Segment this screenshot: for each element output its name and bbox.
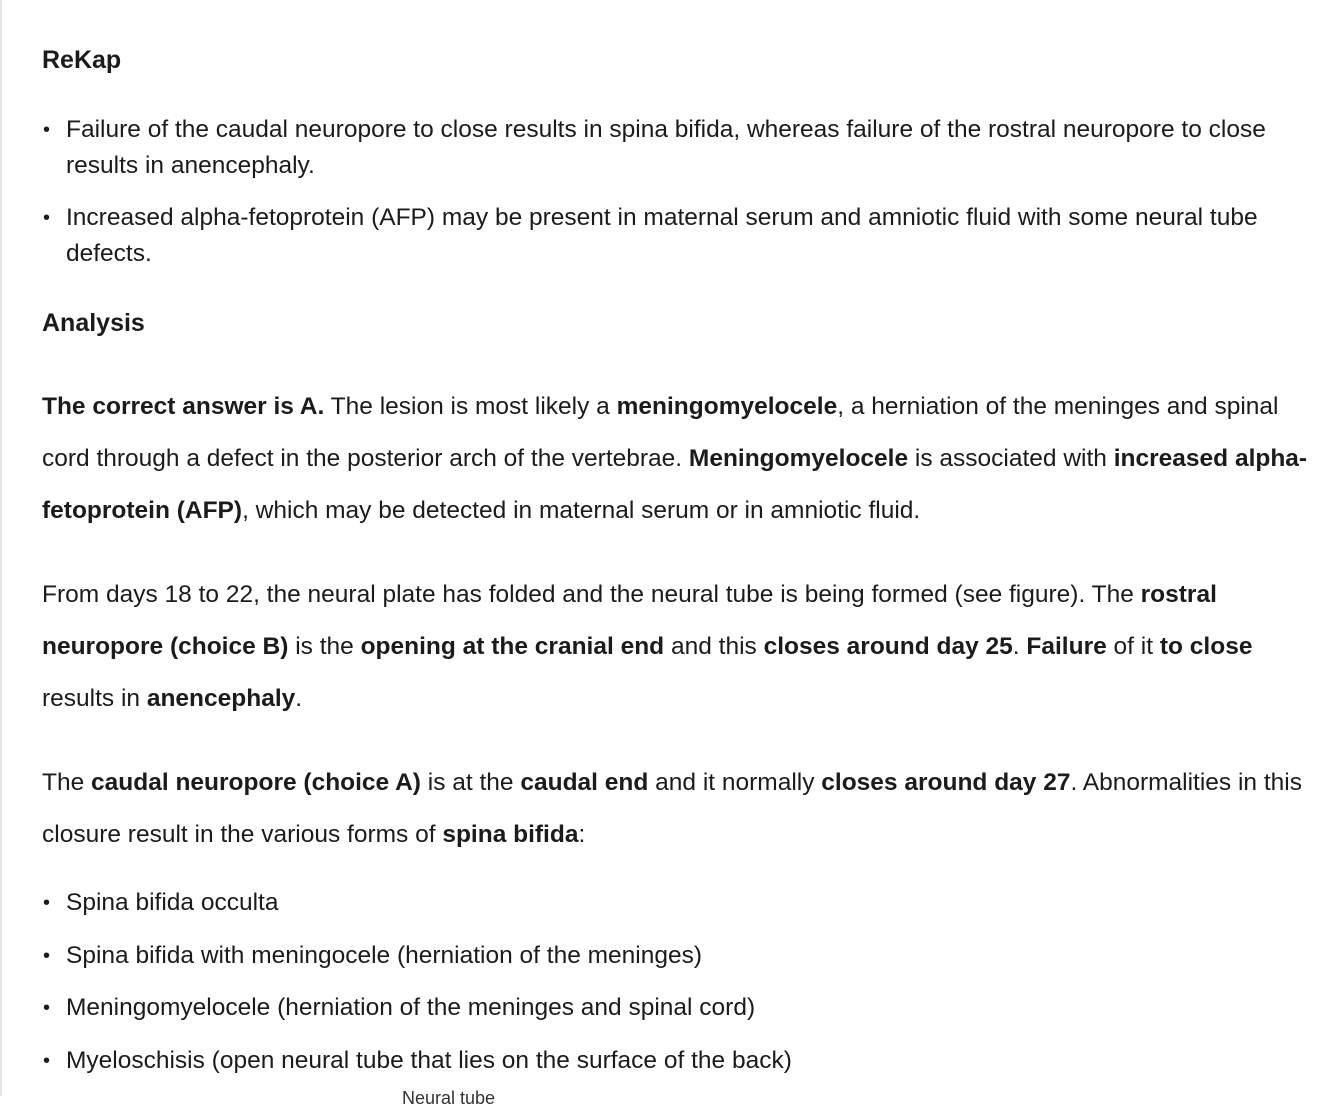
bold-term: to close xyxy=(1159,633,1253,660)
bullet-icon: • xyxy=(43,944,51,967)
bold-term: closes around day 25 xyxy=(763,633,1013,660)
list-item xyxy=(42,1043,1312,1079)
text-span: . xyxy=(295,685,303,712)
list-item-text: Spina bifida occulta xyxy=(66,889,279,916)
bullet-icon: • xyxy=(43,207,51,229)
bullet-icon: • xyxy=(43,997,51,1019)
text-span: , a herniation of the meninges and spinal cord through a defect in the posterior arch of the vertebrae. xyxy=(42,393,1279,472)
bold-term: anencephaly xyxy=(146,685,296,712)
list-item-text: Myeloschisis (open neural tube that lies on the surface of the back) xyxy=(66,1046,792,1074)
text-span: The lesion is most likely a xyxy=(324,393,617,420)
bold-term: caudal neuropore (choice A) xyxy=(91,769,421,796)
list-item xyxy=(42,990,1312,1026)
spina-bifida-list xyxy=(42,885,1312,1095)
bold-term: Failure xyxy=(1026,633,1107,660)
text-span: of it xyxy=(1106,633,1160,660)
list-item-text: Spina bifida with meningocele (herniation of the meninges) xyxy=(66,941,703,969)
text-span: The xyxy=(42,769,92,796)
rekap-list xyxy=(42,112,1312,288)
answer-paragraph xyxy=(42,381,1312,537)
bullet-icon: • xyxy=(43,119,51,141)
caudal-paragraph xyxy=(42,757,1312,861)
rostral-paragraph xyxy=(42,569,1312,725)
bold-term: increased alpha-fetoprotein (AFP) xyxy=(42,445,1308,524)
list-item-text: Failure of the caudal neuropore to close results in spina bifida, whereas failure of the rostral neuropore to close results in anencephaly. xyxy=(66,116,1266,179)
analysis-heading: Analysis xyxy=(42,309,145,337)
bullet-icon: • xyxy=(43,892,51,914)
text-span: , which may be detected in maternal serum or in amniotic fluid. xyxy=(242,497,921,524)
text-span: From days 18 to 22, the neural plate has folded and the neural tube is being formed (see figure). The xyxy=(42,581,1141,608)
text-span: and it normally xyxy=(648,769,822,796)
list-item-text: Meningomyelocele (herniation of the meninges and spinal cord) xyxy=(66,994,756,1021)
bold-term: meningomyelocele xyxy=(616,393,838,420)
bold-term: opening at the cranial end xyxy=(360,633,665,660)
bold-term: spina bifida xyxy=(442,821,579,848)
text-span: . xyxy=(1012,633,1027,660)
bold-term: Meningomyelocele xyxy=(688,445,909,472)
text-span: is associated with xyxy=(908,445,1114,472)
bold-term: caudal end xyxy=(520,769,649,796)
text-span: is at the xyxy=(420,769,521,796)
left-border xyxy=(0,0,2,1096)
list-item-text: Increased alpha-fetoprotein (AFP) may be present in maternal serum and amniotic fluid with some neural tube defects. xyxy=(66,204,1258,267)
list-item xyxy=(42,938,1312,974)
text-span: is the xyxy=(288,633,361,660)
rekap-heading: ReKap xyxy=(42,46,122,74)
text-span: : xyxy=(578,821,586,848)
bold-term: rostral neuropore (choice B) xyxy=(42,581,1217,660)
correct-answer-text: The correct answer is A. xyxy=(42,393,325,420)
list-item xyxy=(42,885,1312,921)
text-span: . Abnormalities in this closure result in the various forms of xyxy=(42,769,1302,848)
list-item xyxy=(42,112,1312,184)
text-span: and this xyxy=(664,633,764,660)
bold-term: closes around day 27 xyxy=(821,769,1071,796)
list-item xyxy=(42,200,1312,272)
figure-label-partial: Neural tube xyxy=(402,1088,496,1108)
bullet-icon: • xyxy=(43,1049,51,1072)
text-span: results in xyxy=(42,685,147,712)
